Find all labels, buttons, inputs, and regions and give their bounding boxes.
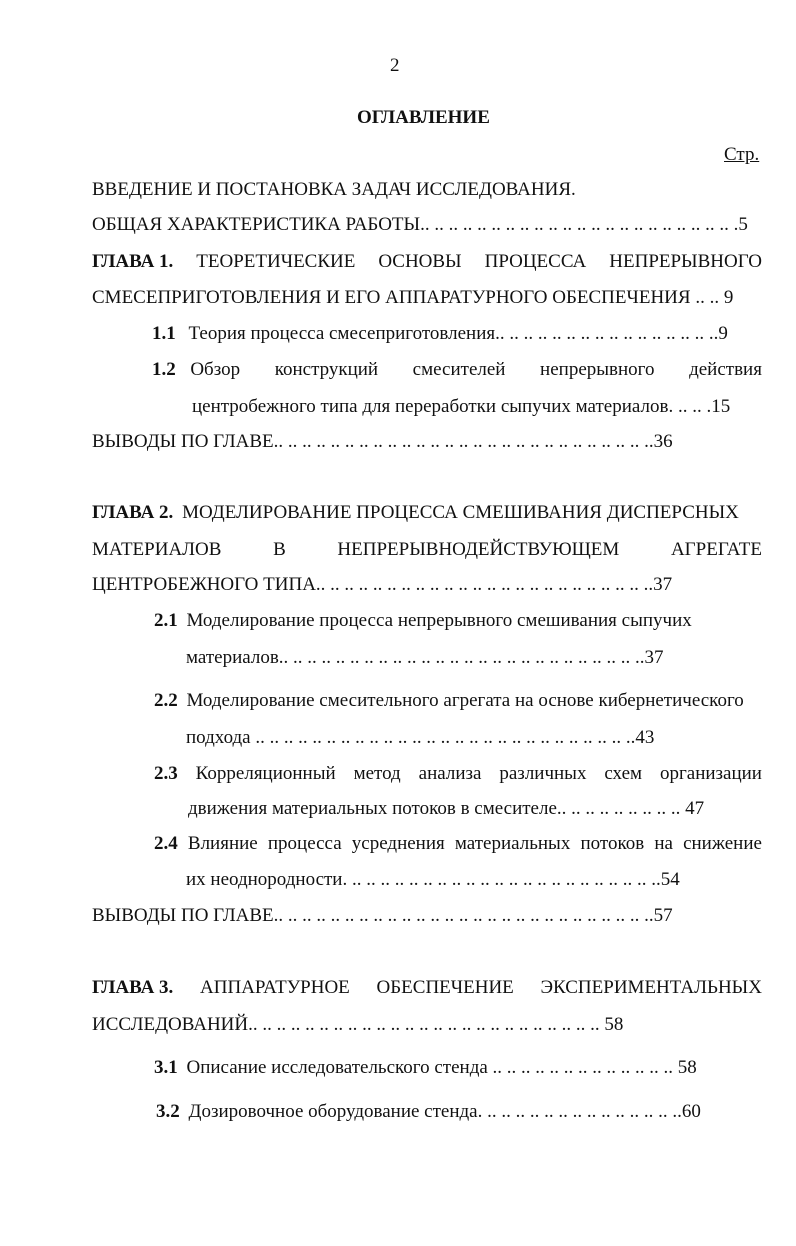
chapter-1-word: НЕПРЕРЫВНОГО	[609, 251, 762, 272]
chapter-2-word: В	[273, 539, 286, 560]
toc-section-1-2-line2: центробежного типа для переработки сыпучих материалов. .. .. .15	[192, 396, 731, 417]
section-number: 2.4	[154, 833, 178, 854]
toc-entry-intro-line1: ВВЕДЕНИЕ И ПОСТАНОВКА ЗАДАЧ ИССЛЕДОВАНИЯ.	[92, 179, 576, 200]
section-word: действия	[689, 359, 762, 380]
toc-chapter-2-line2	[92, 538, 762, 562]
section-word: различных	[499, 763, 587, 784]
section-word: усреднения	[351, 833, 445, 854]
chapter-1-word: ПРОЦЕССА	[484, 251, 587, 272]
toc-section-2-4-line1	[154, 832, 762, 856]
toc-section-1-2-line1	[152, 358, 762, 382]
chapter-1-number: ГЛАВА 1.	[92, 251, 174, 272]
toc-chapter-2-line1	[92, 501, 739, 525]
section-number: 1.2	[152, 359, 176, 380]
chapter-3-word: ОБЕСПЕЧЕНИЕ	[376, 977, 514, 998]
section-number: 3.2	[156, 1101, 180, 1122]
toc-chapter-3-line1	[92, 976, 762, 1000]
section-number: 1.1	[152, 323, 176, 344]
section-title: Моделирование смесительного агрегата на основе кибернетического	[186, 690, 744, 711]
chapter-2-word: МАТЕРИАЛОВ	[92, 539, 222, 560]
section-word: процесса	[267, 833, 342, 854]
chapter-1-word: ОСНОВЫ	[378, 251, 462, 272]
section-title: Дозировочное оборудование стенда. .. .. .. .. .. .. .. .. .. .. .. .. .. ..60	[188, 1101, 701, 1122]
section-word: Обзор	[190, 359, 241, 380]
chapter-2-word: АГРЕГАТЕ	[670, 539, 762, 560]
section-number: 3.1	[154, 1057, 178, 1078]
toc-title: ОГЛАВЛЕНИЕ	[357, 107, 490, 128]
toc-conclusions-1: ВЫВОДЫ ПО ГЛАВЕ.. .. .. .. .. .. .. .. .. .. .. .. .. .. .. .. .. .. .. .. .. .. .. .. .. .. ..36	[92, 431, 673, 452]
chapter-3-word: ЭКСПЕРИМЕНТАЛЬНЫХ	[540, 977, 762, 998]
toc-chapter-2-line3: ЦЕНТРОБЕЖНОГО ТИПА.. .. .. .. .. .. .. .. .. .. .. .. .. .. .. .. .. .. .. .. .. .. .. ..37	[92, 574, 673, 595]
section-word: организации	[659, 763, 762, 784]
chapter-3-number: ГЛАВА 3.	[92, 977, 174, 998]
section-word: материальных	[454, 833, 571, 854]
page-column-label: Стр.	[724, 144, 760, 165]
toc-chapter-1-line2: СМЕСЕПРИГОТОВЛЕНИЯ И ЕГО АППАРАТУРНОГО ОБЕСПЕЧЕНИЯ .. .. 9	[92, 287, 734, 308]
section-word: потоков	[580, 833, 645, 854]
toc-section-2-2-line2: подхода .. .. .. .. .. .. .. .. .. .. .. .. .. .. .. .. .. .. .. .. .. .. .. .. .. .. ..43	[186, 727, 655, 748]
toc-section-2-2-line1	[154, 689, 744, 713]
section-number: 2.3	[154, 763, 178, 784]
section-number: 2.2	[154, 690, 178, 711]
toc-section-3-2	[156, 1100, 701, 1124]
toc-section-2-4-line2: их неоднородности. .. .. .. .. .. .. .. .. .. .. .. .. .. .. .. .. .. .. .. .. .. ..54	[186, 869, 680, 890]
section-word: снижение	[683, 833, 762, 854]
section-word: смесителей	[412, 359, 506, 380]
toc-section-3-1	[154, 1056, 697, 1080]
toc-conclusions-2: ВЫВОДЫ ПО ГЛАВЕ.. .. .. .. .. .. .. .. .. .. .. .. .. .. .. .. .. .. .. .. .. .. .. .. .. .. ..57	[92, 905, 673, 926]
section-word: анализа	[418, 763, 482, 784]
section-title: Моделирование процесса непрерывного смешивания сыпучих	[186, 610, 692, 631]
section-title: Описание исследовательского стенда .. .. .. .. .. .. .. .. .. .. .. .. .. 58	[186, 1057, 697, 1078]
section-word: Корреляционный	[195, 763, 336, 784]
chapter-2-title: МОДЕЛИРОВАНИЕ ПРОЦЕССА СМЕШИВАНИЯ ДИСПЕРСНЫХ	[182, 502, 739, 523]
toc-entry-intro-line2: ОБЩАЯ ХАРАКТЕРИСТИКА РАБОТЫ.. .. .. .. .. .. .. .. .. .. .. .. .. .. .. .. .. .. .. .. .. .. .5	[92, 214, 748, 235]
section-title: Теория процесса смесеприготовления.. .. .. .. .. .. .. .. .. .. .. .. .. .. .. ..9	[188, 323, 728, 344]
chapter-2-number: ГЛАВА 2.	[92, 502, 174, 523]
toc-chapter-3-line2: ИССЛЕДОВАНИЙ.. .. .. .. .. .. .. .. .. .. .. .. .. .. .. .. .. .. .. .. .. .. .. .. .. 58	[92, 1014, 624, 1035]
section-word: конструкций	[274, 359, 379, 380]
page-number: 2	[390, 55, 400, 76]
section-word: непрерывного	[540, 359, 655, 380]
section-number: 2.1	[154, 610, 178, 631]
chapter-3-word: АППАРАТУРНОЕ	[200, 977, 350, 998]
section-word: на	[654, 833, 673, 854]
section-word: схем	[604, 763, 643, 784]
section-word: Влияние	[187, 833, 258, 854]
toc-section-2-1-line2: материалов.. .. .. .. .. .. .. .. .. .. .. .. .. .. .. .. .. .. .. .. .. .. .. .. .. ..37	[186, 647, 664, 668]
toc-section-2-3-line2: движения материальных потоков в смесителе.. .. .. .. .. .. .. .. .. 47	[188, 798, 705, 819]
toc-section-2-1-line1	[154, 609, 692, 633]
toc-section-1-1	[152, 322, 728, 346]
chapter-2-word: НЕПРЕРЫВНОДЕЙСТВУЮЩЕМ	[337, 539, 620, 560]
toc-chapter-1-line1	[92, 250, 762, 274]
toc-section-2-3-line1	[154, 762, 762, 786]
chapter-1-word: ТЕОРЕТИЧЕСКИЕ	[196, 251, 356, 272]
section-word: метод	[353, 763, 401, 784]
